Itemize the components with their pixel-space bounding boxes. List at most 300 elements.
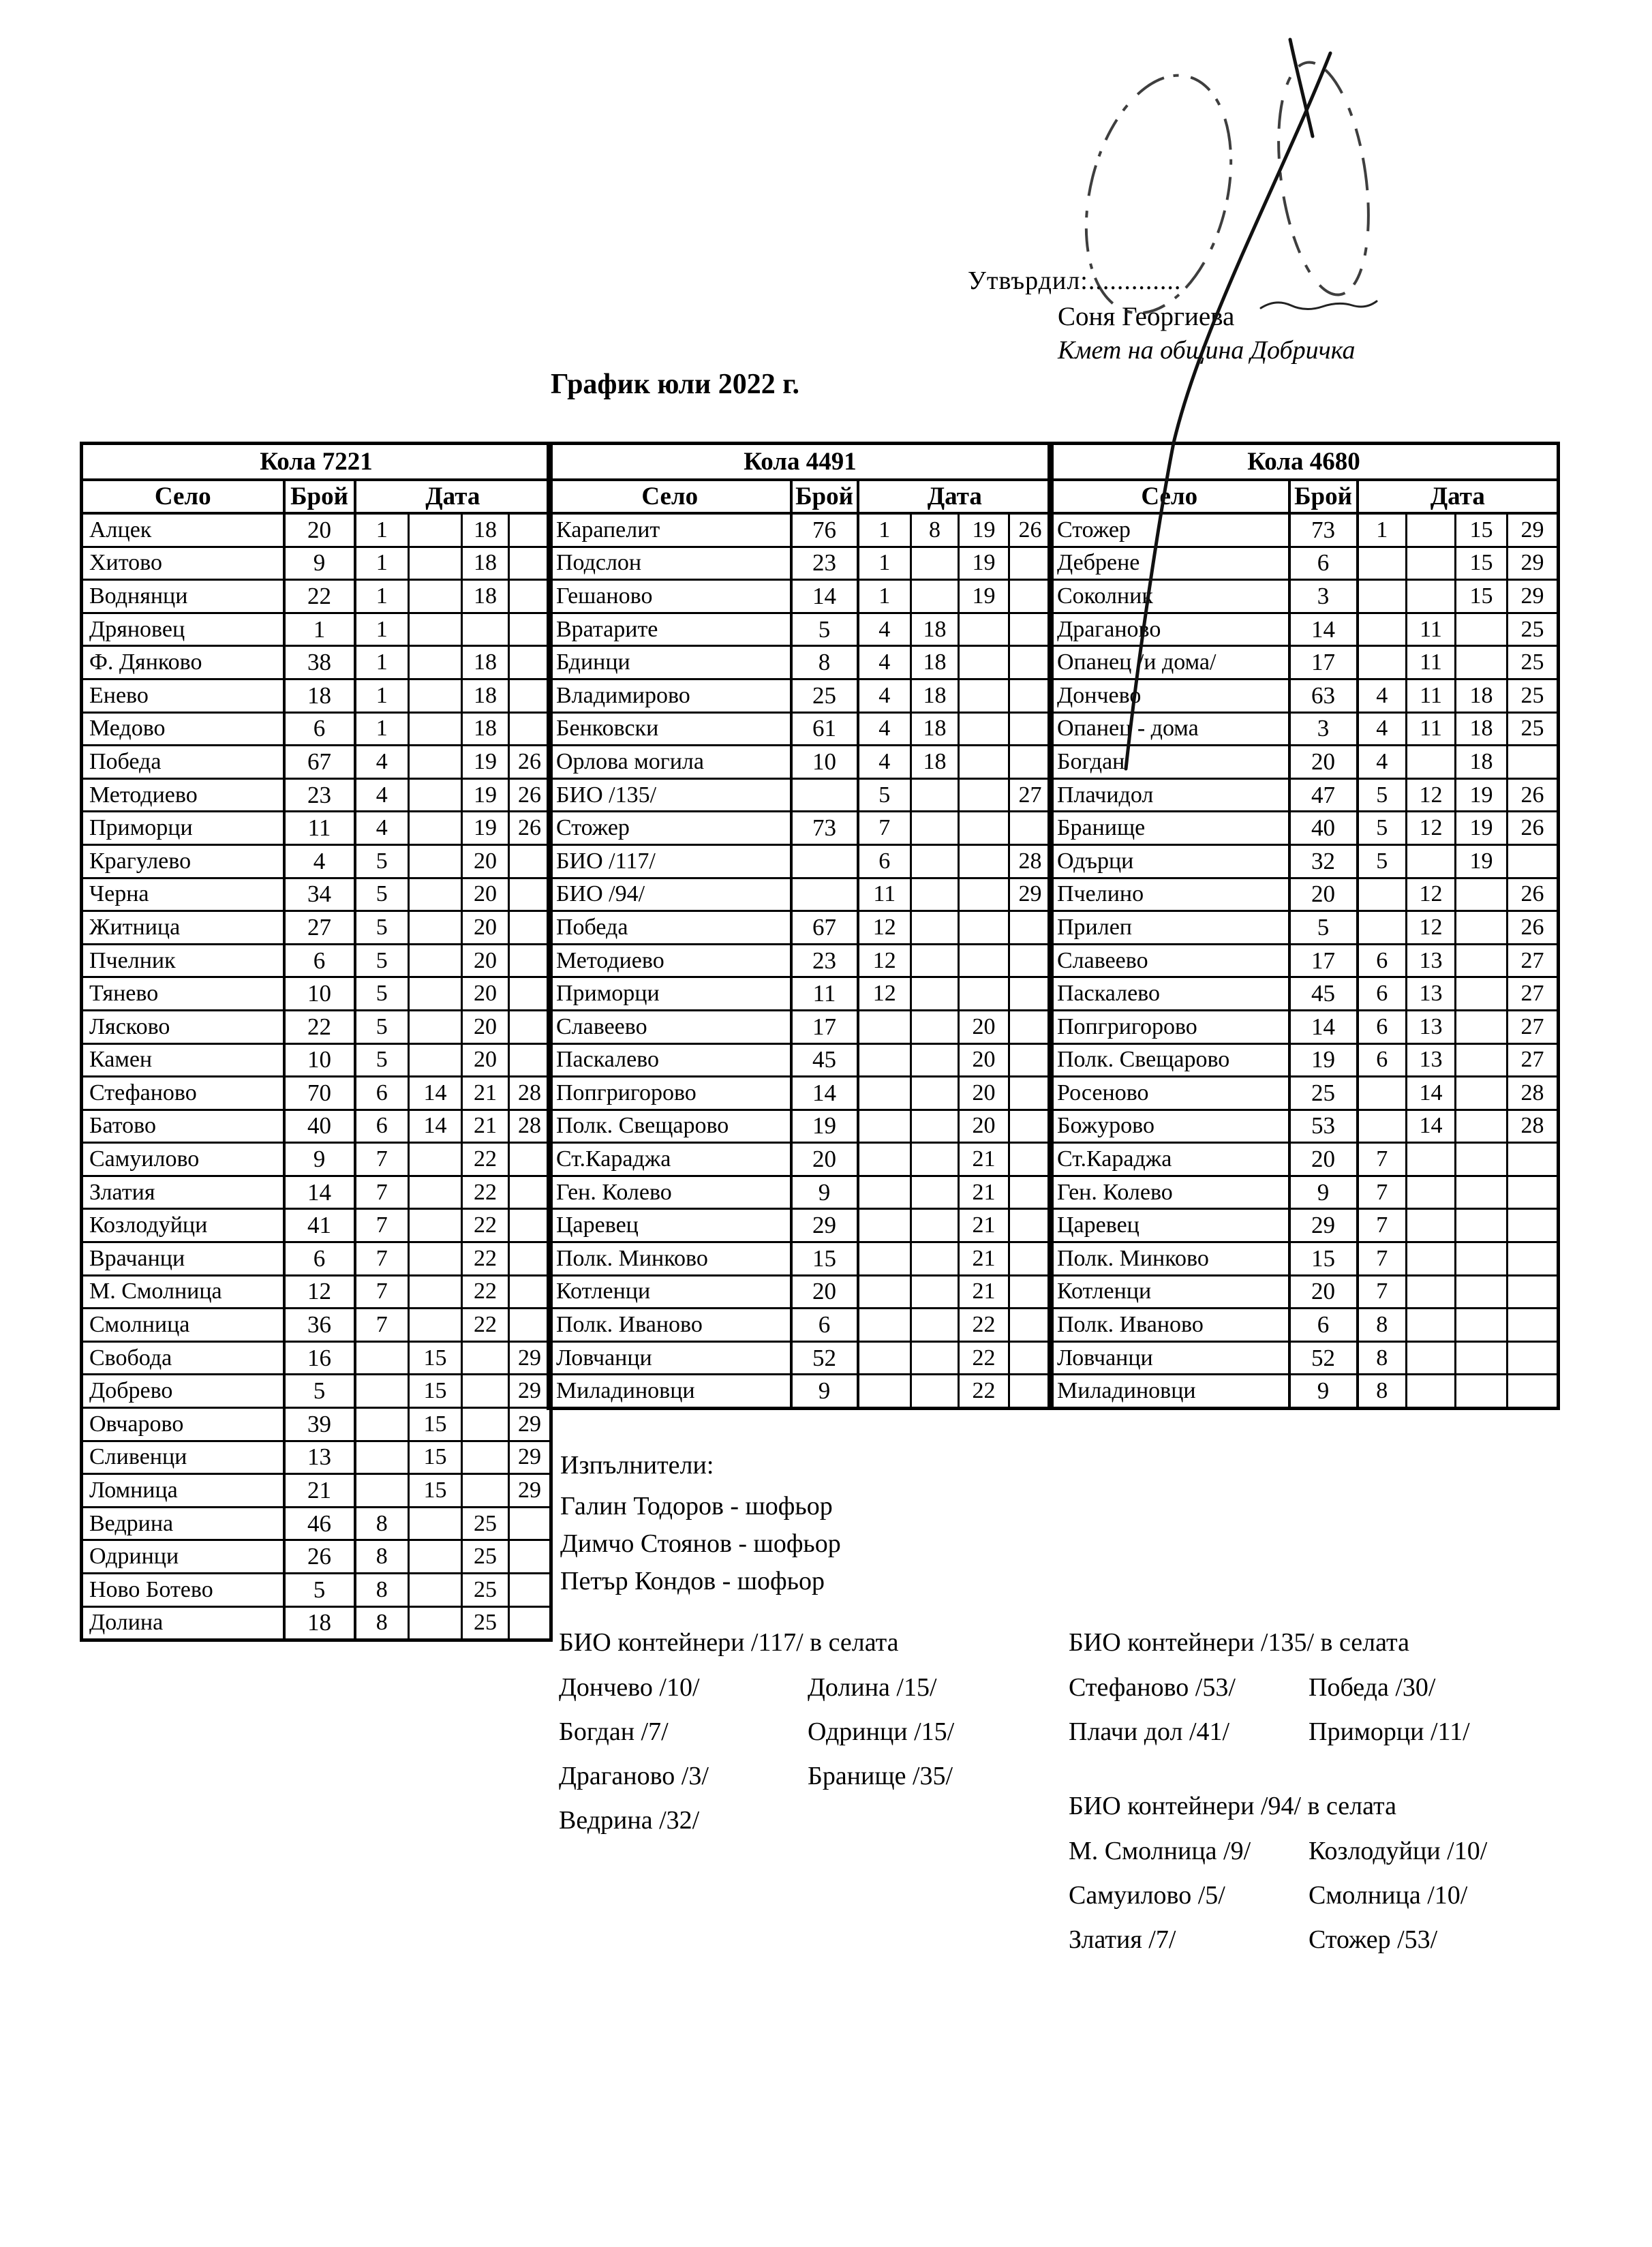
table-row	[549, 613, 1052, 646]
date-cell	[509, 1209, 551, 1242]
date-cell: 12	[858, 944, 911, 977]
date-cell	[911, 812, 959, 845]
date-cell	[911, 547, 959, 580]
date-cell	[1009, 911, 1052, 945]
village-cell: Попгригорово	[549, 1077, 791, 1110]
count-cell: 10	[791, 746, 858, 779]
date-cell	[509, 1143, 551, 1176]
date-cell: 18	[462, 580, 509, 613]
table-row	[549, 580, 1052, 613]
date-cell	[355, 1408, 409, 1441]
count-cell: 52	[1289, 1341, 1358, 1375]
village-cell: Одринци	[82, 1540, 284, 1574]
date-cell: 7	[355, 1176, 409, 1209]
date-cell: 20	[462, 944, 509, 977]
count-cell: 3	[1289, 712, 1358, 746]
village-cell: Попгригорово	[1050, 1010, 1289, 1043]
date-cell	[509, 977, 551, 1011]
date-cell	[1009, 1341, 1052, 1375]
table-row	[82, 977, 551, 1011]
date-cell: 18	[911, 679, 959, 712]
village-cell: Стожер	[549, 812, 791, 845]
date-cell	[1009, 580, 1052, 613]
date-cell	[1407, 1209, 1456, 1242]
village-cell: Ломница	[82, 1474, 284, 1508]
table-row	[549, 547, 1052, 580]
date-cell: 29	[1508, 580, 1559, 613]
table-row	[549, 1209, 1052, 1242]
count-cell: 20	[1289, 746, 1358, 779]
date-cell: 5	[355, 944, 409, 977]
date-cell: 25	[1508, 613, 1559, 646]
date-cell	[355, 1375, 409, 1408]
date-cell: 1	[355, 646, 409, 679]
table-row	[1050, 679, 1559, 712]
date-cell: 4	[1358, 679, 1407, 712]
table-row	[549, 1176, 1052, 1209]
date-cell	[911, 1341, 959, 1375]
date-cell	[509, 1507, 551, 1540]
date-cell	[409, 646, 462, 679]
date-cell	[911, 1110, 959, 1143]
date-cell	[858, 1176, 911, 1209]
date-cell: 26	[1009, 513, 1052, 547]
date-cell: 18	[911, 746, 959, 779]
date-cell: 19	[462, 812, 509, 845]
village-cell: Самуилово	[82, 1143, 284, 1176]
table-row	[1050, 911, 1559, 945]
count-cell: 14	[791, 1077, 858, 1110]
bio-containers-117-block	[559, 1627, 954, 1850]
count-cell: 22	[284, 580, 355, 613]
count-cell: 63	[1289, 679, 1358, 712]
table-row	[82, 1309, 551, 1342]
table-row	[549, 911, 1052, 945]
date-cell	[409, 844, 462, 878]
village-cell: Методиево	[82, 778, 284, 812]
date-cell: 1	[355, 712, 409, 746]
table-row	[82, 778, 551, 812]
table-row	[1050, 580, 1559, 613]
count-cell: 12	[284, 1275, 355, 1309]
date-cell	[1009, 679, 1052, 712]
date-cell	[858, 1242, 911, 1276]
date-cell	[509, 944, 551, 977]
date-cell	[1407, 547, 1456, 580]
column-header-date: Дата	[1358, 480, 1559, 513]
table-row	[549, 944, 1052, 977]
date-cell	[409, 1540, 462, 1574]
car-title: Кола 4680	[1050, 444, 1559, 480]
table-row	[1050, 1275, 1559, 1309]
date-cell: 5	[355, 878, 409, 911]
count-cell: 25	[791, 679, 858, 712]
date-cell: 25	[1508, 646, 1559, 679]
date-cell	[509, 1242, 551, 1276]
village-cell: Плачидол	[1050, 778, 1289, 812]
date-cell	[509, 1176, 551, 1209]
date-cell: 14	[409, 1077, 462, 1110]
village-cell: Божурово	[1050, 1110, 1289, 1143]
table-row	[549, 778, 1052, 812]
date-cell	[509, 580, 551, 613]
village-cell: Смолница	[82, 1309, 284, 1342]
village-cell: Батово	[82, 1110, 284, 1143]
date-cell	[355, 1474, 409, 1508]
date-cell	[1508, 844, 1559, 878]
table-row	[1050, 1242, 1559, 1276]
date-cell: 15	[1456, 580, 1508, 613]
table-row	[549, 1242, 1052, 1276]
date-cell: 18	[462, 679, 509, 712]
date-cell	[462, 1341, 509, 1375]
date-cell: 5	[1358, 778, 1407, 812]
date-cell	[1407, 1375, 1456, 1409]
village-cell: Ф. Дянково	[82, 646, 284, 679]
village-cell: БИО /94/	[549, 878, 791, 911]
date-cell: 22	[462, 1143, 509, 1176]
date-cell	[1456, 1209, 1508, 1242]
schedule-table-car-7221	[80, 442, 553, 1642]
count-cell: 5	[791, 613, 858, 646]
date-cell	[1407, 1176, 1456, 1209]
bio-village-entry: Драганово /3/	[559, 1762, 709, 1790]
date-cell: 5	[355, 844, 409, 878]
date-cell	[1508, 1143, 1559, 1176]
date-cell	[1358, 1077, 1407, 1110]
date-cell	[911, 1209, 959, 1242]
table-row	[82, 1143, 551, 1176]
village-cell: Полк. Минково	[549, 1242, 791, 1276]
count-cell: 6	[284, 1242, 355, 1276]
count-cell: 18	[284, 1606, 355, 1640]
date-cell: 19	[1456, 844, 1508, 878]
village-cell: Победа	[549, 911, 791, 945]
date-cell	[1009, 1209, 1052, 1242]
date-cell	[1456, 1275, 1508, 1309]
table-row	[549, 1110, 1052, 1143]
date-cell	[1456, 1176, 1508, 1209]
date-cell: 1	[1358, 513, 1407, 547]
date-cell: 29	[509, 1408, 551, 1441]
table-row	[549, 1010, 1052, 1043]
date-cell: 28	[509, 1077, 551, 1110]
count-cell: 9	[284, 1143, 355, 1176]
date-cell: 22	[462, 1275, 509, 1309]
date-cell: 25	[1508, 712, 1559, 746]
date-cell	[1456, 1010, 1508, 1043]
village-cell: Опанец - дома	[1050, 712, 1289, 746]
signature-stroke	[1290, 40, 1313, 136]
table-row	[82, 712, 551, 746]
date-cell: 5	[355, 1010, 409, 1043]
executors-title: Изпълнители:	[560, 1451, 714, 1480]
village-cell: БИО /117/	[549, 844, 791, 878]
date-cell: 25	[462, 1574, 509, 1607]
table-row	[549, 746, 1052, 779]
bio-village-entry: Смолница /10/	[1309, 1881, 1468, 1910]
count-cell: 73	[1289, 513, 1358, 547]
date-cell	[911, 1077, 959, 1110]
date-cell: 4	[1358, 712, 1407, 746]
date-cell	[1358, 547, 1407, 580]
table-row	[82, 1540, 551, 1574]
date-cell: 6	[1358, 977, 1407, 1011]
approver-name: Соня Георгиева	[1058, 302, 1235, 331]
date-cell: 25	[1508, 679, 1559, 712]
table-row	[82, 1408, 551, 1441]
date-cell: 28	[509, 1110, 551, 1143]
village-cell: Ново Ботево	[82, 1574, 284, 1607]
date-cell	[1009, 1375, 1052, 1409]
table-row	[549, 1043, 1052, 1077]
date-cell: 18	[911, 646, 959, 679]
approval-label: Утвърдил:.............	[968, 266, 1182, 295]
table-row	[82, 911, 551, 945]
date-cell: 13	[1407, 1043, 1456, 1077]
village-cell: Свобода	[82, 1341, 284, 1375]
date-cell	[509, 613, 551, 646]
date-cell: 20	[462, 878, 509, 911]
village-cell: Полк. Минково	[1050, 1242, 1289, 1276]
table-row	[82, 646, 551, 679]
date-cell	[911, 1010, 959, 1043]
table-row	[549, 1375, 1052, 1409]
count-cell: 17	[791, 1010, 858, 1043]
date-cell: 29	[1508, 513, 1559, 547]
village-cell: Ведрина	[82, 1507, 284, 1540]
count-cell: 29	[791, 1209, 858, 1242]
count-cell: 40	[284, 1110, 355, 1143]
table-row	[1050, 513, 1559, 547]
table-row	[549, 513, 1052, 547]
date-cell	[1009, 746, 1052, 779]
count-cell: 5	[1289, 911, 1358, 945]
date-cell: 19	[959, 513, 1009, 547]
count-cell: 17	[1289, 944, 1358, 977]
signature-squiggle	[1261, 301, 1377, 309]
village-cell: Енево	[82, 679, 284, 712]
count-cell: 20	[1289, 1143, 1358, 1176]
count-cell: 6	[284, 712, 355, 746]
date-cell: 18	[911, 712, 959, 746]
table-row	[1050, 1209, 1559, 1242]
count-cell: 6	[1289, 547, 1358, 580]
date-cell: 21	[959, 1275, 1009, 1309]
date-cell: 4	[858, 613, 911, 646]
village-cell: Овчарово	[82, 1408, 284, 1441]
count-cell: 15	[1289, 1242, 1358, 1276]
date-cell	[959, 977, 1009, 1011]
village-cell: Паскалево	[549, 1043, 791, 1077]
date-cell	[911, 1176, 959, 1209]
table-row	[82, 1043, 551, 1077]
date-cell	[409, 1209, 462, 1242]
village-cell: Владимирово	[549, 679, 791, 712]
date-cell	[959, 778, 1009, 812]
date-cell	[1508, 1341, 1559, 1375]
date-cell: 12	[1407, 878, 1456, 911]
date-cell	[1407, 746, 1456, 779]
village-cell: Ст.Караджа	[549, 1143, 791, 1176]
table-row	[1050, 1176, 1559, 1209]
date-cell	[509, 1574, 551, 1607]
date-cell: 21	[959, 1176, 1009, 1209]
date-cell: 4	[355, 812, 409, 845]
table-row	[1050, 844, 1559, 878]
car-title: Кола 7221	[82, 444, 551, 480]
count-cell: 20	[791, 1275, 858, 1309]
count-cell: 16	[284, 1341, 355, 1375]
date-cell	[858, 1209, 911, 1242]
table-row	[549, 812, 1052, 845]
date-cell	[509, 878, 551, 911]
table-row	[1050, 1309, 1559, 1342]
date-cell: 6	[1358, 1010, 1407, 1043]
date-cell: 4	[858, 679, 911, 712]
count-cell: 53	[1289, 1110, 1358, 1143]
column-header-count: Брой	[1289, 480, 1358, 513]
village-cell: Златия	[82, 1176, 284, 1209]
count-cell: 70	[284, 1077, 355, 1110]
date-cell: 4	[1358, 746, 1407, 779]
village-cell: Богдан	[1050, 746, 1289, 779]
date-cell: 29	[1508, 547, 1559, 580]
count-cell: 46	[284, 1507, 355, 1540]
date-cell: 20	[462, 1010, 509, 1043]
table-row	[1050, 746, 1559, 779]
date-cell: 8	[1358, 1375, 1407, 1409]
bio-village-entry: Одринци /15/	[808, 1717, 955, 1746]
table-row	[549, 1341, 1052, 1375]
village-cell: Полк. Иваново	[1050, 1309, 1289, 1342]
date-cell: 15	[1456, 547, 1508, 580]
date-cell: 7	[1358, 1275, 1407, 1309]
table-row	[1050, 977, 1559, 1011]
date-cell: 28	[1508, 1077, 1559, 1110]
count-cell: 27	[284, 911, 355, 945]
village-cell: Бдинци	[549, 646, 791, 679]
village-cell: Лясково	[82, 1010, 284, 1043]
date-cell: 19	[1456, 778, 1508, 812]
date-cell: 12	[1407, 911, 1456, 945]
table-row	[82, 1275, 551, 1309]
table-row	[549, 844, 1052, 878]
date-cell	[462, 1474, 509, 1508]
date-cell: 26	[1508, 878, 1559, 911]
date-cell: 20	[462, 1043, 509, 1077]
date-cell: 4	[858, 712, 911, 746]
date-cell: 5	[858, 778, 911, 812]
date-cell: 15	[409, 1341, 462, 1375]
village-cell: Ловчанци	[1050, 1341, 1289, 1375]
date-cell: 15	[409, 1474, 462, 1508]
count-cell: 5	[284, 1574, 355, 1607]
date-cell: 6	[858, 844, 911, 878]
count-cell: 45	[1289, 977, 1358, 1011]
date-cell	[911, 1375, 959, 1409]
date-cell	[911, 1242, 959, 1276]
count-cell: 3	[1289, 580, 1358, 613]
date-cell	[1508, 1176, 1559, 1209]
date-cell: 20	[462, 911, 509, 945]
date-cell	[1358, 911, 1407, 945]
date-cell: 22	[462, 1209, 509, 1242]
table-row	[82, 1474, 551, 1508]
date-cell: 11	[1407, 646, 1456, 679]
date-cell	[1009, 1143, 1052, 1176]
date-cell: 8	[1358, 1309, 1407, 1342]
date-cell	[959, 844, 1009, 878]
count-cell: 23	[284, 778, 355, 812]
table-row	[82, 1606, 551, 1640]
date-cell: 18	[1456, 712, 1508, 746]
date-cell	[858, 1110, 911, 1143]
date-cell	[1407, 844, 1456, 878]
date-cell	[509, 679, 551, 712]
date-cell	[911, 1309, 959, 1342]
date-cell	[1009, 613, 1052, 646]
table-row	[82, 679, 551, 712]
village-cell: Черна	[82, 878, 284, 911]
date-cell: 28	[1508, 1110, 1559, 1143]
date-cell	[911, 944, 959, 977]
date-cell: 20	[462, 844, 509, 878]
count-cell: 40	[1289, 812, 1358, 845]
date-cell: 11	[1407, 613, 1456, 646]
date-cell	[1358, 646, 1407, 679]
date-cell: 19	[959, 547, 1009, 580]
date-cell: 18	[462, 646, 509, 679]
table-row	[82, 944, 551, 977]
table-row	[1050, 1010, 1559, 1043]
date-cell: 7	[858, 812, 911, 845]
date-cell	[509, 1010, 551, 1043]
date-cell: 5	[1358, 812, 1407, 845]
date-cell	[1407, 1143, 1456, 1176]
count-cell: 6	[284, 944, 355, 977]
count-cell: 6	[791, 1309, 858, 1342]
village-cell: Ген. Колево	[549, 1176, 791, 1209]
date-cell	[409, 712, 462, 746]
date-cell: 12	[1407, 778, 1456, 812]
date-cell	[911, 844, 959, 878]
table-row	[549, 1275, 1052, 1309]
count-cell: 41	[284, 1209, 355, 1242]
date-cell	[509, 646, 551, 679]
date-cell: 1	[858, 580, 911, 613]
count-cell: 9	[791, 1176, 858, 1209]
date-cell	[1009, 1010, 1052, 1043]
village-cell: Прилеп	[1050, 911, 1289, 945]
executor-entry: Галин Тодоров - шофьор	[560, 1492, 833, 1520]
date-cell: 7	[1358, 1176, 1407, 1209]
count-cell: 20	[284, 513, 355, 547]
count-cell: 19	[791, 1110, 858, 1143]
date-cell	[858, 1341, 911, 1375]
bio-village-entry: М. Смолница /9/	[1069, 1837, 1251, 1865]
schedule-table-car-4680	[1047, 442, 1560, 1410]
village-cell: Победа	[82, 746, 284, 779]
date-cell: 29	[509, 1474, 551, 1508]
date-cell	[959, 679, 1009, 712]
date-cell: 4	[858, 746, 911, 779]
bio-village-entry: Бранище /35/	[808, 1762, 953, 1790]
date-cell	[409, 1574, 462, 1607]
village-cell: Тянево	[82, 977, 284, 1011]
count-cell: 14	[1289, 613, 1358, 646]
date-cell	[1407, 1309, 1456, 1342]
